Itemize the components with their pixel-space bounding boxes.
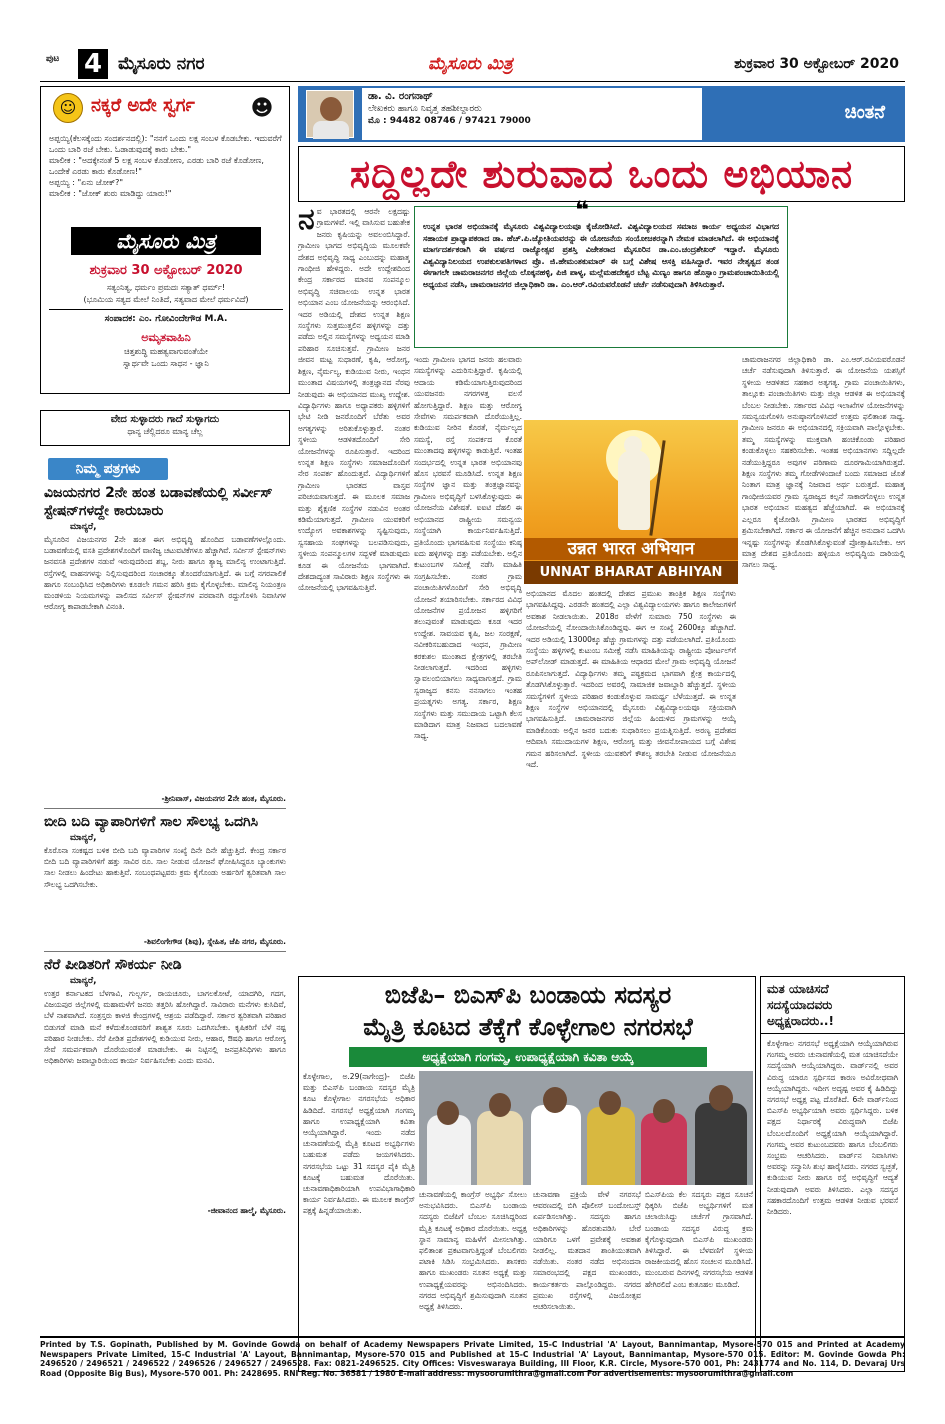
person-head — [437, 1101, 459, 1125]
person-head — [489, 1093, 511, 1117]
article-column-3 — [526, 588, 736, 968]
author-info — [362, 88, 702, 140]
author-photo-head — [320, 97, 342, 121]
article-column-4-top — [794, 206, 905, 348]
page-section-city: ಮೈಸೂರು ನಗರ — [118, 54, 205, 74]
story-headline-line-2: ಮೈತ್ರಿ ಕೂಟದ ತೆಕ್ಕೆಗೆ ಕೊಳ್ಳೇಗಾಲ ನಗರಸಭೆ — [363, 1013, 693, 1041]
person-head — [709, 1085, 733, 1111]
letter-salutation: ಮಾನ್ಯರೆ, — [70, 522, 97, 532]
letter-title: ಬೀದಿ ಬದಿ ವ್ಯಾಪಾರಿಗಳಿಗೆ ಸಾಲ ಸೌಲಭ್ಯ ಒದಗಿಸಿ — [44, 814, 259, 830]
print-imprint: Printed by T.S. Gopinath, Published by M. Govinde Gowda on behalf of Academy Newspapers Private Limited, 15-C Industrial 'A' Layout, Bannimantap, Mysore-570 015 and Printed at Academy Newspapers Private Limited, 15-C Industrial 'A' Layout, Bannimantap, Mysore-570 015 and Published at 15-C Industrial 'A' Layout, Bannimantap, Mysore-570 015. Editor: M. Govinde Gowda Ph: 2496520 / 2496521 / 2496522 / 2496526 / 2496527 / 2496528. Fax: 0821-2496525. City Offices: Visveswaraya Building, III Floor, K.R. Circle, Mysore-570 001, Ph: 2431774 and No. 114, D. Devaraj Urs Road (Opposite Big Bus), Mysore-570 001. Ph: 2428695. RNI Reg. No. 36581 / 1980 E-mail address: mysoorumithra@gmail.com For advertisements: mysoorumithra@gmail.com — [40, 1336, 905, 1374]
pull-quote-text: ಉನ್ನತ ಭಾರತ ಅಭಿಯಾನಕ್ಕೆ ಮೈಸೂರು ವಿಶ್ವವಿದ್ಯಾಲಯವೂ ಕೈಜೋಡಿಸಿದೆ. ವಿಶ್ವವಿದ್ಯಾಲಯದ ಸಮಾಜ ಕಾರ್ಯ ಅಧ್ಯಯನ ವಿಭಾಗದ ಸಹಾಯಕ ಪ್ರಾಧ್ಯಾಪಕರಾದ ಡಾ. ಹೆಚ್.ಪಿ.ಜ್ಯೋತಿಯವರನ್ನು ಈ ಯೋಜನೆಯ ಸಂಯೋಜಕರನ್ನಾಗಿ ನೇಮಕ ಮಾಡಲಾಗಿದೆ. ಈ ಅಭಿಯಾನಕ್ಕೆ ಮಾರ್ಗದರ್ಶಕರಾಗಿ ಈ ವರ್ಷದ ರಾಜ್ಯೋತ್ಸವ ಪ್ರಶಸ್ತಿ ವಿಜೇತರಾದ ಮೈಸೂರಿನ ಡಾ.ಎಂ.ಚಂದ್ರಶೇಖರ್ ಇದ್ದಾರೆ. ಮೈಸೂರು ವಿಶ್ವವಿದ್ಯಾನಿಲಯದ ಉಪಕುಲಪತಿಗಳಾದ ಪ್ರೊ. ಜಿ.ಹೇಮಂತಕುಮಾರ್ ಈ ಬಗ್ಗೆ ವಿಶೇಷ ಆಸಕ್ತಿ ವಹಿಸಿದ್ದಾರೆ. ಇವರ ನೇತೃತ್ವದ ತಂಡ ಈಗಾಗಲೇ ಚಾಮರಾಜನಗರ ಜಿಲ್ಲೆಯ ಲೊಕ್ಕನಹಳ್ಳಿ, ಪಿಜಿ ಪಾಳ್ಯ, ಮಲ್ಲೆಮಹದೇಶ್ವರ ಬೆಟ್ಟ ಮಿಣ್ಯಂ ಹಾಗೂ ಹೊಸ್ಪಾಂ ಗ್ರಾಮಪಂಚಾಯಿತಿಯಲ್ಲಿ ಅಧ್ಯಯನ ನಡೆಸಿ, ಚಾಮರಾಜನಗರ ಜಿಲ್ಲಾಧಿಕಾರಿ ಡಾ. ಎಂ.ಆರ್.ರವಿಯವರೊಡನೆ ಚರ್ಚೆ ನಡೆಸುವುದಾಗಿ ತಿಳಿಸಿರುತ್ತಾರೆ. — [423, 222, 779, 289]
person-figure — [587, 1107, 635, 1185]
person-figure — [641, 1113, 687, 1185]
article-column-4 — [742, 354, 905, 968]
gandhi-figure-icon — [618, 450, 650, 530]
motto-line: ಸತ್ಯಂನಿತ್ಯ, ಧರ್ಮಂ ಪ್ರಮದಃ ಸತ್ಯಾತ್ ಧರ್ಮ್! — [106, 283, 226, 292]
joke-line: ಮಾಲೀಕ : "ಜೋಕ್ ಶುರು ಮಾಡಿದ್ದು ಯಾರು!" — [49, 189, 172, 198]
joke-line: ಮಾಲೀಕ : "ಅದಕ್ಕೇನಂತೆ 5 ಲಕ್ಷ ಸಂಬಳ ಕೊಡೋಣ, ಎರಡು ಬಾರಿ ರಜೆ ಕೊಡೋಣ, ಒಂದೇಕೆ ಎರಡು ಕಾರು ಕೊಡೋಣ!" — [49, 156, 264, 176]
side-story-box — [760, 976, 905, 1372]
letter-salutation: ಮಾನ್ಯರೆ, — [70, 976, 97, 986]
article-column-1 — [298, 206, 410, 968]
letters-heading: ನಿಮ್ಮ ಪತ್ರಗಳು — [48, 458, 168, 480]
joke-line: ಅಪ್ಪಯ್ಯಿ : "ಏನು ಜೋಕ್?" — [49, 178, 124, 187]
logo-hindi-text: उन्नत भारत अभियान — [524, 538, 738, 560]
newspaper-page — [40, 48, 905, 1378]
joke-line: ಅಪ್ಪಯ್ಯಿ(ಕೆಲಸಕ್ಕೆಂದು ಸಂದರ್ಶನದಲ್ಲಿ): "ನನಗೆ ಒಂದು ಲಕ್ಷ ಸಂಬಳ ಕೊಡಬೇಕು. ಇದುವರೆಗೆ ಒಂದು ಬಾರಿ ರಜೆ ಬೇಕು. ಓಡಾಡುವುದಕ್ಕೆ ಕಾರು ಬೇಕು." — [49, 134, 282, 154]
person-head — [599, 1091, 621, 1115]
letter-body: ಕೊರೊನಾ ಸಂಕಷ್ಟದ ಬಳಿಕ ಬೀದಿ ಬದಿ ವ್ಯಾಪಾರಿಗಳ ಸಂಖ್ಯೆ ದಿನೇ ದಿನೇ ಹೆಚ್ಚುತ್ತಿದೆ. ಕೇಂದ್ರ ಸರ್ಕಾರ ಬೀದಿ ಬದಿ ವ್ಯಾಪಾರಿಗಳಿಗೆ ಹತ್ತು ಸಾವಿರ ರೂ. ಸಾಲ ನೀಡುವ ಯೋಜನೆ ಘೋಷಿಸಿದ್ದರೂ ಬ್ಯಾಂಕುಗಳು ಸಾಲ ನೀಡಲು ಹಿಂದೇಟು ಹಾಕುತ್ತಿವೆ. ಸಂಬಂಧಪಟ್ಟವರು ಕ್ರಮ ಕೈಗೊಂಡು ಅರ್ಹರಿಗೆ ತ್ವರಿತವಾಗಿ ಸಾಲ ಸೌಲಭ್ಯ ಒದಗಿಸಬೇಕು. — [44, 846, 286, 889]
letter-signature: -ಜೀವಾನಂದ ಹಾಲ್ಮೆ, ಮೈಸೂರು. — [207, 1206, 286, 1215]
editor-line: ಸಂಪಾದಕ: ಎಂ. ಗೋವಿಂದೇಗೌಡ M.A. — [49, 309, 283, 324]
author-photo — [306, 90, 354, 138]
motto-translation: (ಭೂಮಿಯ ಸತ್ಯದ ಮೇಲೆ ನಿಂತಿದೆ, ಸತ್ಯವಾದ ಮೇಲೆ ಧರ್ಮವಿದೆ) — [83, 295, 249, 304]
logo-english-text: UNNAT BHARAT ABHIYAN — [524, 561, 738, 584]
article-headline: ಸದ್ದಿಲ್ಲದೇ ಶುರುವಾದ ಒಂದು ಅಭಿಯಾನ — [298, 146, 905, 202]
masthead-date: ಶುಕ್ರವಾರ 30 ಅಕ್ಟೋಬರ್ 2020 — [89, 263, 243, 278]
story-subheadline: ಅಧ್ಯಕ್ಷೆಯಾಗಿ ಗಂಗಮ್ಮ, ಉಪಾಧ್ಯಕ್ಷೆಯಾಗಿ ಕವಿತಾ ಆಯ್ಕೆ — [349, 1047, 707, 1067]
author-role: ಲೇಖಕರು ಹಾಗೂ ನಿವೃತ್ತ ತಹಶೀಲ್ದಾರರು — [368, 104, 482, 114]
proverb-box — [40, 410, 290, 446]
laughing-face-icon: ☺ — [53, 93, 83, 123]
person-figure — [531, 1105, 581, 1185]
amritavahini-line: ಚಿತ್ತಶುದ್ಧಿ ಮಹತ್ವವಾಗುವಂತೆಯೇ — [124, 347, 208, 356]
page-header — [40, 48, 905, 82]
story-column-3: ಚುನಾವಣಾ ಪ್ರಕ್ರಿಯೆ ವೇಳೆ ನಗರಸಭೆ ಆವರಣದಲ್ಲಿ ಬಿಗಿ ಪೊಲೀಸ್ ಬಂದೋಬಸ್ತ್ ಏರ್ಪಡಿಸಲಾಗಿತ್ತು. ಸದಸ್ಯರು ಹಾಗೂ ಅಧಿಕಾರಿಗಳನ್ನು ಹೊರತುಪಡಿಸಿ ಬೇರೆ ಯಾರಿಗೂ ಒಳಗೆ ಪ್ರವೇಶಕ್ಕೆ ಅವಕಾಶ ನೀಡಲಿಲ್ಲ. ಮತದಾನ ಶಾಂತಿಯುತವಾಗಿ ನಡೆಯಿತು. ನಂತರ ನಡೆದ ಅಭಿನಂದನಾ ಸಮಾರಂಭದಲ್ಲಿ ಪಕ್ಷದ ಮುಖಂಡರು, ಕಾರ್ಯಕರ್ತರು ಪಾಲ್ಗೊಂಡಿದ್ದರು. ನಗರದ ಪ್ರಮುಖ ರಸ್ತೆಗಳಲ್ಲಿ ವಿಜಯೋತ್ಸವ ಆಚರಿಸಲಾಯಿತು. — [533, 1190, 641, 1312]
quote-mark-icon: ❝ — [575, 196, 590, 224]
letter-body: ಉತ್ತರ ಕರ್ನಾಟಕದ ಬೆಳಗಾವಿ, ಗುಲ್ಬರ್ಗ, ರಾಯಚೂರು, ಬಾಗಲಕೋಟೆ, ಯಾದಗಿರಿ, ಗದಗ, ವಿಜಯಪುರ ಜಿಲ್ಲೆಗಳಲ್ಲಿ ಮಹಾಮಳೆಗೆ ಜನರು ತತ್ತರಿಸಿ ಹೋಗಿದ್ದಾರೆ. ಸಾವಿರಾರು ಮನೆಗಳು ಕುಸಿದಿವೆ, ಬೆಳೆ ನಾಶವಾಗಿದೆ. ಸಂತ್ರಸ್ತರು ಕಾಳಜಿ ಕೇಂದ್ರಗಳಲ್ಲಿ ಆಶ್ರಯ ಪಡೆದಿದ್ದಾರೆ. ಸರ್ಕಾರ ತ್ವರಿತವಾಗಿ ಪರಿಹಾರ ಬಿಡುಗಡೆ ಮಾಡಿ ಮನೆ ಕಳೆದುಕೊಂಡವರಿಗೆ ಶಾಶ್ವತ ಸೂರು ಒದಗಿಸಬೇಕು. ಕೃಷಿಕರಿಗೆ ಬೆಳೆ ನಷ್ಟ ಪರಿಹಾರ ನೀಡಬೇಕು. ನೆರೆ ಪೀಡಿತ ಪ್ರದೇಶಗಳಲ್ಲಿ ಕುಡಿಯುವ ನೀರು, ಆಹಾರ, ಔಷಧಿ ಹಾಗೂ ಆರೋಗ್ಯ ಸೇವೆ ಸಮರ್ಪಕವಾಗಿ ದೊರೆಯುವಂತೆ ಮಾಡಬೇಕು. ಈ ನಿಟ್ಟಿನಲ್ಲಿ ಜನಪ್ರತಿನಿಧಿಗಳು ಹಾಗೂ ಅಧಿಕಾರಿಗಳು ಜವಾಬ್ದಾರಿಯಿಂದ ಕಾರ್ಯ ನಿರ್ವಹಿಸಬೇಕು ಎಂದು ಮನವಿ. — [44, 989, 286, 1066]
author-photo-body — [313, 121, 349, 139]
letter-salutation: ಮಾನ್ಯರೆ, — [70, 833, 97, 843]
letter-signature: -ಶಿವಲಿಂಗೇಗೌಡ (ಶಿವು), ಸ್ನೇಹಿತ, ಜೆಪಿ ನಗರ, ಮೈಸೂರು. — [143, 937, 286, 946]
divider — [44, 808, 286, 809]
author-bar — [298, 86, 905, 142]
story-column-1: ಕೊಳ್ಳೇಗಾಲ, ಅ.29(ನಾಗೇಂದ್ರ)- ಬಿಜೆಪಿ ಮತ್ತು ಬಿಎಸ್‌ಪಿ ಬಂಡಾಯ ಸದಸ್ಯರ ಮೈತ್ರಿ ಕೂಟ ಕೊಳ್ಳೇಗಾಲ ನಗರಸಭೆಯ ಅಧಿಕಾರ ಹಿಡಿದಿದೆ. ನಗರಸಭೆ ಅಧ್ಯಕ್ಷೆಯಾಗಿ ಗಂಗಮ್ಮ ಹಾಗೂ ಉಪಾಧ್ಯಕ್ಷೆಯಾಗಿ ಕವಿತಾ ಆಯ್ಕೆಯಾಗಿದ್ದಾರೆ. ಇಂದು ನಡೆದ ಚುನಾವಣೆಯಲ್ಲಿ ಮೈತ್ರಿ ಕೂಟದ ಅಭ್ಯರ್ಥಿಗಳು ಬಹುಮತ ಪಡೆದು ಜಯಗಳಿಸಿದರು. ನಗರಸಭೆಯ ಒಟ್ಟು 31 ಸದಸ್ಯರ ಪೈಕಿ ಮೈತ್ರಿ ಕೂಟಕ್ಕೆ ಬಹುಮತ ದೊರೆಯಿತು. ಚುನಾವಣಾಧಿಕಾರಿಯಾಗಿ ಉಪವಿಭಾಗಾಧಿಕಾರಿ ಕಾರ್ಯ ನಿರ್ವಹಿಸಿದರು. ಈ ಮೂಲಕ ಕಾಂಗ್ರೆಸ್ ಪಕ್ಷಕ್ಕೆ ಹಿನ್ನಡೆಯಾಯಿತು. — [303, 1072, 415, 1216]
article-column-text: ವ ಭಾರತದಲ್ಲಿ ಆರನೇ ಲಕ್ಷದಷ್ಟು ಗ್ರಾಮಗಳಿವೆ. ಇಲ್ಲಿ ವಾಸಿಸುವ ಬಹುತೇಕ ಜನರು ಕೃಷಿಯನ್ನು ಅವಲಂಬಿಸಿದ್ದಾರೆ. ಗ್ರಾಮೀಣ ಭಾಗದ ಅಭಿವೃದ್ಧಿಯ ಮೂಲಕವೇ ದೇಶದ ಅಭಿವೃದ್ಧಿ ಸಾಧ್ಯ ಎಂಬುದನ್ನು ಮಹಾತ್ಮ ಗಾಂಧೀಜಿ ಹೇಳಿದ್ದರು. ಅದೇ ಉದ್ದೇಶದಿಂದ ಕೇಂದ್ರ ಸರ್ಕಾರದ ಮಾನವ ಸಂಪನ್ಮೂಲ ಅಭಿವೃದ್ಧಿ ಸಚಿವಾಲಯ ಉನ್ನತ ಭಾರತ ಅಭಿಯಾನ ಎಂಬ ಯೋಜನೆಯನ್ನು ಆರಂಭಿಸಿದೆ. ಇದರ ಅಡಿಯಲ್ಲಿ ದೇಶದ ಉನ್ನತ ಶಿಕ್ಷಣ ಸಂಸ್ಥೆಗಳು ಸುತ್ತಮುತ್ತಲಿನ ಹಳ್ಳಿಗಳನ್ನು ದತ್ತು ಪಡೆದು ಅಲ್ಲಿನ ಸಮಸ್ಯೆಗಳನ್ನು ಅಧ್ಯಯನ ಮಾಡಿ ಪರಿಹಾರ ಸೂಚಿಸುತ್ತವೆ. ಗ್ರಾಮೀಣ ಜನರ ಜೀವನ ಮಟ್ಟ ಸುಧಾರಣೆ, ಕೃಷಿ, ಆರೋಗ್ಯ, ಶಿಕ್ಷಣ, ನೈರ್ಮಲ್ಯ, ಕುಡಿಯುವ ನೀರು, ಇಂಧನ ಮುಂತಾದ ವಿಷಯಗಳಲ್ಲಿ ತಂತ್ರಜ್ಞಾನದ ನೆರವು ನೀಡುವುದು ಈ ಅಭಿಯಾನದ ಮುಖ್ಯ ಉದ್ದೇಶ. ವಿದ್ಯಾರ್ಥಿಗಳು ಹಾಗೂ ಅಧ್ಯಾಪಕರು ಹಳ್ಳಿಗಳಿಗೆ ಭೇಟಿ ನೀಡಿ ಜನರೊಂದಿಗೆ ಬೆರೆತು ಅವರ ಅಗತ್ಯಗಳನ್ನು ಅರಿತುಕೊಳ್ಳುತ್ತಾರೆ. ನಂತರ ಸ್ಥಳೀಯ ಆಡಳಿತದೊಂದಿಗೆ ಸೇರಿ ಯೋಜನೆಗಳನ್ನು ರೂಪಿಸುತ್ತಾರೆ. ಇದರಿಂದ ಉನ್ನತ ಶಿಕ್ಷಣ ಸಂಸ್ಥೆಗಳು ಸಮಾಜದೊಂದಿಗೆ ನೇರ ಸಂಪರ್ಕ ಹೊಂದುತ್ತವೆ. ವಿದ್ಯಾರ್ಥಿಗಳಿಗೆ ಗ್ರಾಮೀಣ ಭಾರತದ ವಾಸ್ತವ ಪರಿಚಯವಾಗುತ್ತದೆ. ಈ ಮೂಲಕ ಸಮಾಜ ಮತ್ತು ಶೈಕ್ಷಣಿಕ ಸಂಸ್ಥೆಗಳ ನಡುವಿನ ಅಂತರ ಕಡಿಮೆಯಾಗುತ್ತದೆ. ಗ್ರಾಮೀಣ ಯುವಕರಿಗೆ ಉದ್ಯೋಗ ಅವಕಾಶಗಳನ್ನು ಸೃಷ್ಟಿಸುವುದು, ಸ್ವಸಹಾಯ ಸಂಘಗಳನ್ನು ಬಲಪಡಿಸುವುದು, ಸ್ಥಳೀಯ ಸಂಪನ್ಮೂಲಗಳ ಸದ್ಬಳಕೆ ಮಾಡುವುದು ಕೂಡ ಈ ಯೋಜನೆಯ ಭಾಗವಾಗಿದೆ. ದೇಶದಾದ್ಯಂತ ಸಾವಿರಾರು ಶಿಕ್ಷಣ ಸಂಸ್ಥೆಗಳು ಈ ಯೋಜನೆಯಲ್ಲಿ ಭಾಗವಹಿಸುತ್ತಿವೆ. — [298, 207, 410, 593]
amritavahini-line: ಸ್ವಾರ್ಥವೇ ಒಂದು ಸಾಧನ - ಜ್ಞಾನಿ — [123, 359, 209, 368]
joke-title-bar — [51, 93, 279, 125]
story-column-4: ಬಿಎಸ್‌ಪಿಯ ಕೆಲ ಸದಸ್ಯರು ಪಕ್ಷದ ಸೂಚನೆ ಧಿಕ್ಕರಿಸಿ ಬಿಜೆಪಿ ಅಭ್ಯರ್ಥಿಗಳಿಗೆ ಮತ ಚಲಾಯಿಸಿದ್ದು ಚರ್ಚೆಗೆ ಗ್ರಾಸವಾಗಿದೆ. ಬಂಡಾಯ ಸದಸ್ಯರ ವಿರುದ್ಧ ಕ್ರಮ ಕೈಗೊಳ್ಳುವುದಾಗಿ ಬಿಎಸ್‌ಪಿ ಮುಖಂಡರು ತಿಳಿಸಿದ್ದಾರೆ. ಈ ಬೆಳವಣಿಗೆ ಸ್ಥಳೀಯ ರಾಜಕೀಯದಲ್ಲಿ ಹೊಸ ಸಂಚಲನ ಮೂಡಿಸಿದೆ. ಮುಂಬರುವ ದಿನಗಳಲ್ಲಿ ನಗರಸಭೆಯ ಆಡಳಿತ ಹೇಗಿರಲಿದೆ ಎಂಬ ಕುತೂಹಲ ಮೂಡಿದೆ. — [645, 1190, 753, 1289]
joke-box — [40, 86, 290, 394]
letters-section — [40, 458, 290, 1218]
cartoon-figure-icon: ☻ — [250, 96, 274, 121]
author-name: ಡಾ. ವಿ. ರಂಗನಾಥ್ — [368, 91, 433, 102]
person-figure — [695, 1103, 747, 1185]
author-mobile: ಮೊ : 94482 08746 / 97421 79000 — [368, 116, 531, 126]
story-column-2: ಚುನಾವಣೆಯಲ್ಲಿ ಕಾಂಗ್ರೆಸ್ ಅಭ್ಯರ್ಥಿ ಸೋಲು ಅನುಭವಿಸಿದರು. ಬಿಎಸ್‌ಪಿ ಬಂಡಾಯ ಸದಸ್ಯರು ಬಿಜೆಪಿಗೆ ಬೆಂಬಲ ಸೂಚಿಸಿದ್ದರಿಂದ ಮೈತ್ರಿ ಕೂಟಕ್ಕೆ ಅಧಿಕಾರ ದೊರೆಯಿತು. ಅಧ್ಯಕ್ಷ ಸ್ಥಾನ ಸಾಮಾನ್ಯ ಮಹಿಳೆಗೆ ಮೀಸಲಾಗಿತ್ತು. ಫಲಿತಾಂಶ ಪ್ರಕಟವಾಗುತ್ತಿದ್ದಂತೆ ಬೆಂಬಲಿಗರು ಪಟಾಕಿ ಸಿಡಿಸಿ ಸಂಭ್ರಮಿಸಿದರು. ಶಾಸಕರು ಹಾಗೂ ಮುಖಂಡರು ನೂತನ ಅಧ್ಯಕ್ಷೆ ಮತ್ತು ಉಪಾಧ್ಯಕ್ಷೆಯವರನ್ನು ಅಭಿನಂದಿಸಿದರು. ನಗರದ ಅಭಿವೃದ್ಧಿಗೆ ಶ್ರಮಿಸುವುದಾಗಿ ನೂತನ ಅಧ್ಯಕ್ಷೆ ತಿಳಿಸಿದರು. — [419, 1190, 527, 1312]
joke-title: ನಕ್ಕರೆ ಅದೇ ಸ್ವರ್ಗ — [91, 95, 195, 116]
article-column-text: ಇಂದು ಗ್ರಾಮೀಣ ಭಾಗದ ಜನರು ಹಲವಾರು ಸಮಸ್ಯೆಗಳನ್ನು ಎದುರಿಸುತ್ತಿದ್ದಾರೆ. ಕೃಷಿಯಲ್ಲಿ ಆದಾಯ ಕಡಿಮೆಯಾಗುತ್ತಿರುವುದರಿಂದ ಯುವಜನರು ನಗರಗಳತ್ತ ವಲಸೆ ಹೋಗುತ್ತಿದ್ದಾರೆ. ಶಿಕ್ಷಣ ಮತ್ತು ಆರೋಗ್ಯ ಸೇವೆಗಳು ಸಮರ್ಪಕವಾಗಿ ದೊರೆಯುತ್ತಿಲ್ಲ. ಕುಡಿಯುವ ನೀರಿನ ಕೊರತೆ, ನೈರ್ಮಲ್ಯದ ಸಮಸ್ಯೆ, ರಸ್ತೆ ಸಂಪರ್ಕದ ಕೊರತೆ ಮುಂತಾದವು ಹಳ್ಳಿಗಳನ್ನು ಕಾಡುತ್ತಿವೆ. ಇಂತಹ ಸಂದರ್ಭದಲ್ಲಿ ಉನ್ನತ ಭಾರತ ಅಭಿಯಾನವು ಹೊಸ ಭರವಸೆ ಮೂಡಿಸಿದೆ. ಉನ್ನತ ಶಿಕ್ಷಣ ಸಂಸ್ಥೆಗಳ ಜ್ಞಾನ ಮತ್ತು ತಂತ್ರಜ್ಞಾನವನ್ನು ಗ್ರಾಮೀಣ ಅಭಿವೃದ್ಧಿಗೆ ಬಳಸಿಕೊಳ್ಳುವುದು ಈ ಯೋಜನೆಯ ವಿಶೇಷತೆ. ಐಐಟಿ ದೆಹಲಿ ಈ ಅಭಿಯಾನದ ರಾಷ್ಟ್ರೀಯ ಸಮನ್ವಯ ಸಂಸ್ಥೆಯಾಗಿ ಕಾರ್ಯನಿರ್ವಹಿಸುತ್ತಿದೆ. ಪ್ರತಿಯೊಂದು ಭಾಗವಹಿಸುವ ಸಂಸ್ಥೆಯು ಕನಿಷ್ಠ ಐದು ಹಳ್ಳಿಗಳನ್ನು ದತ್ತು ಪಡೆಯಬೇಕು. ಅಲ್ಲಿನ ಕುಟುಂಬಗಳ ಸಮೀಕ್ಷೆ ನಡೆಸಿ ಮಾಹಿತಿ ಸಂಗ್ರಹಿಸಬೇಕು. ನಂತರ ಗ್ರಾಮ ಪಂಚಾಯಿತಿಗಳೊಂದಿಗೆ ಸೇರಿ ಅಭಿವೃದ್ಧಿ ಯೋಜನೆ ತಯಾರಿಸಬೇಕು. ಸರ್ಕಾರದ ವಿವಿಧ ಯೋಜನೆಗಳ ಪ್ರಯೋಜನ ಹಳ್ಳಿಗರಿಗೆ ತಲುಪುವಂತೆ ಮಾಡುವುದು ಕೂಡ ಇದರ ಉದ್ದೇಶ. ಸಾವಯವ ಕೃಷಿ, ಜಲ ಸಂರಕ್ಷಣೆ, ನವೀಕರಿಸಬಹುದಾದ ಇಂಧನ, ಗ್ರಾಮೀಣ ಕರಕುಶಲ ಮುಂತಾದ ಕ್ಷೇತ್ರಗಳಲ್ಲಿ ತರಬೇತಿ ನೀಡಲಾಗುತ್ತದೆ. ಇದರಿಂದ ಹಳ್ಳಿಗಳು ಸ್ವಾವಲಂಬಿಯಾಗಲು ಸಾಧ್ಯವಾಗುತ್ತದೆ. ಗ್ರಾಮ ಸ್ವರಾಜ್ಯದ ಕನಸು ನನಸಾಗಲು ಇಂತಹ ಪ್ರಯತ್ನಗಳು ಅಗತ್ಯ. ಸರ್ಕಾರ, ಶಿಕ್ಷಣ ಸಂಸ್ಥೆಗಳು ಮತ್ತು ಸಮುದಾಯ ಒಟ್ಟಾಗಿ ಕೆಲಸ ಮಾಡಿದಾಗ ಮಾತ್ರ ನಿಜವಾದ ಬದಲಾವಣೆ ಸಾಧ್ಯ. — [414, 355, 522, 741]
proverb-sub: ಧಾನ್ಯ ಚೆಲ್ಲಿದರೂ ಮಾನ್ಯ ಚೆಲ್ಲ — [127, 427, 203, 436]
amritavahini-title: ಅಮೃತವಾಹಿನಿ — [141, 331, 191, 344]
story-photo — [419, 1071, 753, 1185]
unnat-bharat-logo — [524, 420, 738, 584]
issue-date: ಶುಕ್ರವಾರ 30 ಅಕ್ಟೋಬರ್ 2020 — [734, 56, 899, 72]
side-story-body: ಕೊಳ್ಳೇಗಾಲ ನಗರಸಭೆ ಅಧ್ಯಕ್ಷೆಯಾಗಿ ಆಯ್ಕೆಯಾಗಿರುವ ಗಂಗಮ್ಮ ಅವರು ಚುನಾವಣೆಯಲ್ಲಿ ಮತ ಯಾಚಿಸದೆಯೇ ಸದಸ್ಯೆಯಾಗಿ ಆಯ್ಕೆಯಾಗಿದ್ದರು. ವಾರ್ಡ್‌ನಲ್ಲಿ ಅವರ ವಿರುದ್ಧ ಯಾರೂ ಸ್ಪರ್ಧಿಸದ ಕಾರಣ ಅವಿರೋಧವಾಗಿ ಆಯ್ಕೆಯಾಗಿದ್ದರು. ಇದೀಗ ಅದೃಷ್ಟ ಅವರ ಕೈ ಹಿಡಿದಿದ್ದು ನಗರಸಭೆ ಅಧ್ಯಕ್ಷ ಪಟ್ಟ ದೊರೆತಿದೆ. 6ನೇ ವಾರ್ಡ್‌ನಿಂದ ಬಿಎಸ್‌ಪಿ ಅಭ್ಯರ್ಥಿಯಾಗಿ ಅವರು ಸ್ಪರ್ಧಿಸಿದ್ದರು. ಬಳಿಕ ಪಕ್ಷದ ನಿರ್ಧಾರಕ್ಕೆ ವಿರುದ್ಧವಾಗಿ ಬಿಜೆಪಿ ಬೆಂಬಲದೊಂದಿಗೆ ಅಧ್ಯಕ್ಷೆಯಾಗಿ ಆಯ್ಕೆಯಾಗಿದ್ದಾರೆ. ಗಂಗಮ್ಮ ಅವರ ಕುಟುಂಬದವರು ಹಾಗೂ ಬೆಂಬಲಿಗರು ಸಂಭ್ರಮ ಆಚರಿಸಿದರು. ವಾರ್ಡ್‌ನ ನಿವಾಸಿಗಳು ಅವರನ್ನು ಸನ್ಮಾನಿಸಿ ಶುಭ ಹಾರೈಸಿದರು. ನಗರದ ಸ್ವಚ್ಛತೆ, ಕುಡಿಯುವ ನೀರು ಹಾಗೂ ರಸ್ತೆ ಅಭಿವೃದ್ಧಿಗೆ ಆದ್ಯತೆ ನೀಡುವುದಾಗಿ ಅವರು ತಿಳಿಸಿದರು. ಎಲ್ಲಾ ಸದಸ್ಯರ ಸಹಕಾರದೊಂದಿಗೆ ಉತ್ತಮ ಆಡಳಿತ ನೀಡುವ ಭರವಸೆ ನೀಡಿದರು. — [767, 1039, 898, 1217]
article-column-text: ಅಭಿಯಾನದ ಮೊದಲ ಹಂತದಲ್ಲಿ ದೇಶದ ಪ್ರಮುಖ ತಾಂತ್ರಿಕ ಶಿಕ್ಷಣ ಸಂಸ್ಥೆಗಳು ಭಾಗವಹಿಸಿದ್ದವು. ಎರಡನೇ ಹಂತದಲ್ಲಿ ಎಲ್ಲಾ ವಿಶ್ವವಿದ್ಯಾಲಯಗಳು ಹಾಗೂ ಕಾಲೇಜುಗಳಿಗೆ ಅವಕಾಶ ನೀಡಲಾಯಿತು. 2018ರ ವೇಳೆಗೆ ಸುಮಾರು 750 ಸಂಸ್ಥೆಗಳು ಈ ಯೋಜನೆಯಲ್ಲಿ ನೋಂದಾಯಿಸಿಕೊಂಡಿದ್ದವು. ಈಗ ಆ ಸಂಖ್ಯೆ 2600ಕ್ಕೂ ಹೆಚ್ಚಾಗಿದೆ. ಇದರ ಅಡಿಯಲ್ಲಿ 13000ಕ್ಕೂ ಹೆಚ್ಚು ಗ್ರಾಮಗಳನ್ನು ದತ್ತು ಪಡೆಯಲಾಗಿದೆ. ಪ್ರತಿಯೊಂದು ಸಂಸ್ಥೆಯು ಹಳ್ಳಿಗಳಲ್ಲಿ ಕುಟುಂಬ ಸಮೀಕ್ಷೆ ನಡೆಸಿ ಮಾಹಿತಿಯನ್ನು ರಾಷ್ಟ್ರೀಯ ಪೋರ್ಟಲ್‌ಗೆ ಅಪ್‌ಲೋಡ್ ಮಾಡುತ್ತದೆ. ಈ ಮಾಹಿತಿಯ ಆಧಾರದ ಮೇಲೆ ಗ್ರಾಮ ಅಭಿವೃದ್ಧಿ ಯೋಜನೆ ರೂಪಿಸಲಾಗುತ್ತದೆ. ವಿದ್ಯಾರ್ಥಿಗಳು ತಮ್ಮ ಪಠ್ಯಕ್ರಮದ ಭಾಗವಾಗಿ ಕ್ಷೇತ್ರ ಕಾರ್ಯದಲ್ಲಿ ತೊಡಗಿಸಿಕೊಳ್ಳುತ್ತಾರೆ. ಇದರಿಂದ ಅವರಲ್ಲಿ ಸಾಮಾಜಿಕ ಜವಾಬ್ದಾರಿ ಹೆಚ್ಚುತ್ತದೆ. ಸ್ಥಳೀಯ ಸಮಸ್ಯೆಗಳಿಗೆ ಸ್ಥಳೀಯ ಪರಿಹಾರ ಕಂಡುಕೊಳ್ಳುವ ಸಾಮರ್ಥ್ಯ ಬೆಳೆಯುತ್ತದೆ. ಈ ಉನ್ನತ ಶಿಕ್ಷಣ ಸಂಸ್ಥೆಗಳ ಅಭಿಯಾನದಲ್ಲಿ ಮೈಸೂರು ವಿಶ್ವವಿದ್ಯಾಲಯವೂ ಸಕ್ರಿಯವಾಗಿ ಭಾಗವಹಿಸುತ್ತಿದೆ. ಚಾಮರಾಜನಗರ ಜಿಲ್ಲೆಯ ಹಿಂದುಳಿದ ಗ್ರಾಮಗಳನ್ನು ಆಯ್ಕೆ ಮಾಡಿಕೊಂಡು ಅಲ್ಲಿನ ಜನರ ಬದುಕು ಸುಧಾರಿಸಲು ಪ್ರಯತ್ನಿಸುತ್ತಿದೆ. ಅರಣ್ಯ ಪ್ರದೇಶದ ಆದಿವಾಸಿ ಸಮುದಾಯಗಳ ಶಿಕ್ಷಣ, ಆರೋಗ್ಯ ಮತ್ತು ಜೀವನೋಪಾಯದ ಬಗ್ಗೆ ವಿಶೇಷ ಗಮನ ಹರಿಸಲಾಗಿದೆ. ಸ್ಥಳೀಯ ಯುವಕರಿಗೆ ಕೌಶಲ್ಯ ತರಬೇತಿ ನೀಡುವ ಯೋಜನೆಯೂ ಇದೆ. — [526, 589, 736, 770]
page-number: 4 — [78, 49, 108, 79]
letter-body: ಮೈಸೂರಿನ ವಿಜಯನಗರ 2ನೇ ಹಂತ ಈಗ ಅಭಿವೃದ್ಧಿ ಹೊಂದಿದ ಬಡಾವಣೆಗಳಲ್ಲೊಂದು. ಬಡಾವಣೆಯಲ್ಲಿ ವಸತಿ ಪ್ರದೇಶಗಳೊಂದಿಗೆ ವಾಣಿಜ್ಯ ಚಟುವಟಿಕೆಗಳೂ ಹೆಚ್ಚಾಗಿವೆ. ಸರ್ವೀಸ್ ಸ್ಟೇಷನ್‌ಗಳು ಜನವಸತಿ ಪ್ರದೇಶಗಳ ನಡುವೆ ಇರುವುದರಿಂದ ಶಬ್ದ, ನೀರು ಹಾಗೂ ತ್ಯಾಜ್ಯ ಮಾಲಿನ್ಯ ಉಂಟಾಗುತ್ತಿದೆ. ರಸ್ತೆಗಳಲ್ಲಿ ವಾಹನಗಳನ್ನು ನಿಲ್ಲಿಸುವುದರಿಂದ ಸಂಚಾರಕ್ಕೂ ತೊಂದರೆಯಾಗುತ್ತಿದೆ. ಈ ಬಗ್ಗೆ ನಗರಪಾಲಿಕೆ ಹಾಗೂ ಸಂಬಂಧಿಸಿದ ಅಧಿಕಾರಿಗಳು ಕೂಡಲೇ ಗಮನ ಹರಿಸಿ ಕ್ರಮ ಕೈಗೊಳ್ಳಬೇಕು. ಮಾಲಿನ್ಯ ನಿಯಂತ್ರಣ ಮಂಡಳಿಯ ನಿಯಮಗಳನ್ನು ಪಾಲಿಸದ ಸರ್ವೀಸ್ ಸ್ಟೇಷನ್‌ಗಳ ಪರವಾನಗಿ ರದ್ದುಗೊಳಿಸಿ ನಿವಾಸಿಗಳ ಆರೋಗ್ಯ ಕಾಪಾಡಬೇಕಾಗಿ ವಿನಂತಿ. — [44, 535, 286, 612]
section-label: ಚಿಂತನೆ — [844, 102, 885, 123]
letter-title: ವಿಜಯನಗರ 2ನೇ ಹಂತ ಬಡಾವಣೆಯಲ್ಲಿ ಸರ್ವೀಸ್ ಸ್ಟೇಷನ್‌ಗಳದ್ದೇ ಕಾರುಬಾರು — [44, 485, 273, 519]
person-head — [543, 1087, 567, 1113]
person-head — [653, 1099, 675, 1123]
letter-title: ನೆರೆ ಪೀಡಿತರಿಗೆ ಸೌಕರ್ಯ ನೀಡಿ — [44, 957, 182, 973]
letter-signature: -ಶ್ರೀನಿವಾಸ್, ವಿಜಯನಗರ 2ನೇ ಹಂತ, ಮೈಸೂರು. — [161, 794, 286, 803]
drop-cap: ನ — [298, 206, 315, 237]
article-column-text: ಚಾಮರಾಜನಗರ ಜಿಲ್ಲಾಧಿಕಾರಿ ಡಾ. ಎಂ.ಆರ್.ರವಿಯವರೊಡನೆ ಚರ್ಚೆ ನಡೆಸುವುದಾಗಿ ತಿಳಿಸುತ್ತಾರೆ. ಈ ಯೋಜನೆಯ ಯಶಸ್ಸಿಗೆ ಸ್ಥಳೀಯ ಆಡಳಿತದ ಸಹಕಾರ ಅತ್ಯಗತ್ಯ. ಗ್ರಾಮ ಪಂಚಾಯಿತಿಗಳು, ತಾಲ್ಲೂಕು ಪಂಚಾಯಿತಿಗಳು ಮತ್ತು ಜಿಲ್ಲಾ ಆಡಳಿತ ಈ ಅಭಿಯಾನಕ್ಕೆ ಬೆಂಬಲ ನೀಡಬೇಕು. ಸರ್ಕಾರದ ವಿವಿಧ ಇಲಾಖೆಗಳ ಯೋಜನೆಗಳನ್ನು ಸಮನ್ವಯಗೊಳಿಸಿ ಅನುಷ್ಠಾನಗೊಳಿಸಿದರೆ ಉತ್ತಮ ಫಲಿತಾಂಶ ಸಾಧ್ಯ. ಗ್ರಾಮೀಣ ಜನರೂ ಈ ಅಭಿಯಾನದಲ್ಲಿ ಸಕ್ರಿಯವಾಗಿ ಪಾಲ್ಗೊಳ್ಳಬೇಕು. ತಮ್ಮ ಸಮಸ್ಯೆಗಳನ್ನು ಮುಕ್ತವಾಗಿ ಹಂಚಿಕೊಂಡು ಪರಿಹಾರ ಕಂಡುಕೊಳ್ಳಲು ಸಹಕರಿಸಬೇಕು. ಇಂತಹ ಅಭಿಯಾನಗಳು ಸದ್ದಿಲ್ಲದೇ ನಡೆಯುತ್ತಿದ್ದರೂ ಅವುಗಳ ಪರಿಣಾಮ ದೂರಗಾಮಿಯಾಗಿರುತ್ತದೆ. ಶಿಕ್ಷಣ ಸಂಸ್ಥೆಗಳು ತಮ್ಮ ಗೋಡೆಗಳಿಂದಾಚೆ ಬಂದು ಸಮಾಜದ ಜೊತೆ ನಿಂತಾಗ ಮಾತ್ರ ಜ್ಞಾನಕ್ಕೆ ನಿಜವಾದ ಅರ್ಥ ಬರುತ್ತದೆ. ಮಹಾತ್ಮ ಗಾಂಧೀಜಿಯವರ ಗ್ರಾಮ ಸ್ವರಾಜ್ಯದ ಕಲ್ಪನೆ ಸಾಕಾರಗೊಳ್ಳಲು ಉನ್ನತ ಭಾರತ ಅಭಿಯಾನ ಮಹತ್ವದ ಹೆಜ್ಜೆಯಾಗಿದೆ. ಈ ಅಭಿಯಾನಕ್ಕೆ ಎಲ್ಲರೂ ಕೈಜೋಡಿಸಿ ಗ್ರಾಮೀಣ ಭಾರತದ ಅಭಿವೃದ್ಧಿಗೆ ಶ್ರಮಿಸಬೇಕಾಗಿದೆ. ಸರ್ಕಾರ ಈ ಯೋಜನೆಗೆ ಹೆಚ್ಚಿನ ಅನುದಾನ ಒದಗಿಸಿ ಇನ್ನಷ್ಟು ಸಂಸ್ಥೆಗಳನ್ನು ತೊಡಗಿಸಿಕೊಳ್ಳುವಂತೆ ಪ್ರೋತ್ಸಾಹಿಸಬೇಕು. ಆಗ ಮಾತ್ರ ದೇಶದ ಪ್ರತಿಯೊಂದು ಹಳ್ಳಿಯೂ ಅಭಿವೃದ್ಧಿಯ ದಾರಿಯಲ್ಲಿ ಸಾಗಲು ಸಾಧ್ಯ. — [742, 355, 905, 570]
article-column-2 — [414, 354, 522, 968]
person-figure — [427, 1115, 471, 1185]
joke-text — [49, 133, 283, 199]
person-figure — [477, 1111, 523, 1185]
story-headline-line-1: ಬಿಜೆಪಿ– ಬಿಎಸ್‌ಪಿ ಬಂಡಾಯ ಸದಸ್ಯರ — [384, 981, 672, 1009]
masthead-logo: ಮೈಸೂರು ಮಿತ್ರ — [428, 54, 513, 74]
proverb-title: ವೇದ ಸುಳ್ಳಾದರು ಗಾದೆ ಸುಳ್ಳಾಗದು — [110, 414, 220, 425]
pull-quote — [414, 196, 788, 348]
divider — [44, 951, 286, 952]
side-story-heading: ಮತ ಯಾಚಿಸದೆ ಸದಸ್ಯೆಯಾದವರು ಅಧ್ಯಕ್ಷರಾದರು..! — [761, 977, 904, 1034]
page-label: ಪುಟ — [46, 54, 60, 64]
masthead-box: ಮೈಸೂರು ಮಿತ್ರ — [71, 227, 261, 255]
article-body — [298, 196, 905, 968]
news-story — [298, 976, 756, 1372]
